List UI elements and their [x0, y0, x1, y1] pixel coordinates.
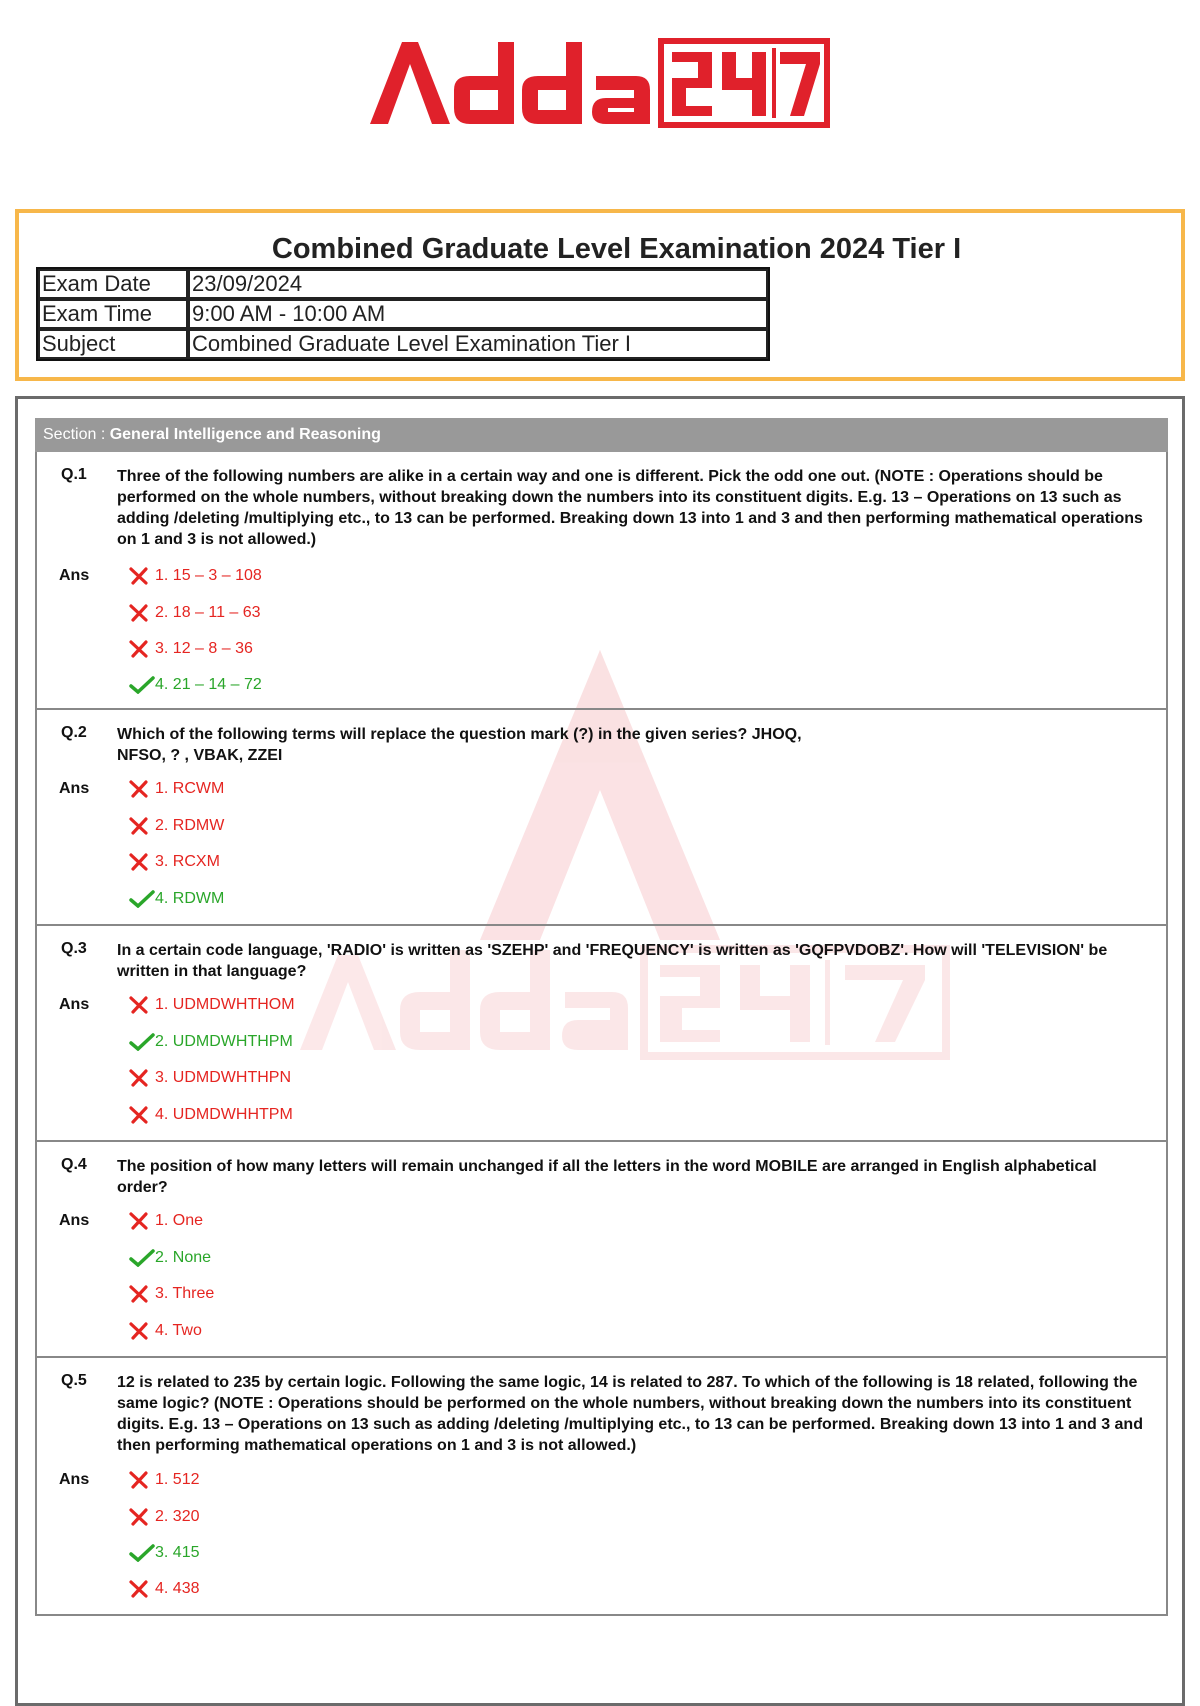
option-item	[129, 1247, 211, 1269]
cross-icon	[129, 1283, 155, 1305]
cross-icon	[129, 851, 155, 873]
option-item	[129, 1067, 291, 1089]
question-text: The position of how many letters will remain unchanged if all the letters in the word MOBILE are arranged in English alphabetical order?	[117, 1158, 1097, 1196]
question-block	[35, 452, 1168, 710]
answer-label: Ans	[59, 996, 90, 1013]
question-text: In a certain code language, 'RADIO' is written as 'SZEHP' and 'FREQUENCY' is written as 'GQFPVDOBZ'. How will 'TELEVISION' be written in that language?	[117, 942, 1108, 980]
question-number: Q.1	[61, 466, 87, 483]
section-prefix: Section :	[43, 426, 110, 443]
section-name: General Intelligence and Reasoning	[109, 426, 381, 443]
option-item	[129, 1469, 199, 1491]
option-label: 2. 320	[155, 1508, 200, 1526]
option-item	[129, 1542, 199, 1564]
exam-date-label: Exam Date	[38, 269, 188, 299]
option-item	[129, 565, 262, 587]
option-label: 4. 438	[155, 1580, 200, 1598]
option-label: 4. RDWM	[155, 890, 225, 908]
exam-date-row	[38, 269, 768, 299]
option-label: 2. None	[155, 1249, 212, 1267]
exam-time-value: 9:00 AM - 10:00 AM	[188, 299, 768, 329]
cross-icon	[129, 1067, 155, 1089]
option-item	[129, 815, 224, 837]
option-label: 3. UDMDWHTHPN	[155, 1069, 291, 1087]
option-label: 1. UDMDWHTHOM	[155, 996, 295, 1014]
answer-label: Ans	[59, 780, 90, 797]
cross-icon	[129, 994, 155, 1016]
question-block	[35, 710, 1168, 926]
option-label: 3. 12 – 8 – 36	[155, 640, 253, 658]
option-label: 4. UDMDWHHTPM	[155, 1106, 293, 1124]
logo-graphic	[360, 28, 840, 138]
answer-label: Ans	[59, 567, 90, 584]
exam-time-label: Exam Time	[38, 299, 188, 329]
cross-icon	[129, 815, 155, 837]
cross-icon	[129, 1104, 155, 1126]
option-item	[129, 851, 220, 873]
cross-icon	[129, 1506, 155, 1528]
exam-time-row	[38, 299, 768, 329]
option-item	[129, 778, 224, 800]
question-block	[35, 1142, 1168, 1358]
check-icon	[129, 1542, 155, 1564]
question-number: Q.5	[61, 1372, 87, 1389]
subject-label: Subject	[38, 329, 188, 359]
answer-label: Ans	[59, 1471, 90, 1488]
answer-label: Ans	[59, 1212, 90, 1229]
option-item	[129, 638, 253, 660]
question-number: Q.2	[61, 724, 87, 741]
question-number: Q.3	[61, 940, 87, 957]
option-label: 1. One	[155, 1212, 204, 1230]
question-text: 12 is related to 235 by certain logic. Following the same logic, 14 is related to 287. To which of the following is 18 related, following the same logic? (NOTE : Operations should be performed on the whole numbers, without breaking down the numbers into its constituent digits. E.g. 13 – Operations on 13 such as adding /deleting /multiplying etc., to 13 can be performed. Breaking down 13 into 1 and 3 and then performing mathematical operations on 1 and 3 is not allowed.)	[117, 1374, 1143, 1454]
check-icon	[129, 888, 155, 910]
check-icon	[129, 1247, 155, 1269]
exam-info-table	[36, 267, 770, 361]
option-label: 1. 15 – 3 – 108	[155, 567, 262, 585]
question-number: Q.4	[61, 1156, 87, 1173]
cross-icon	[129, 1210, 155, 1232]
option-item	[129, 1104, 293, 1126]
option-item	[129, 1578, 199, 1600]
option-label: 3. Three	[155, 1285, 215, 1303]
question-block	[35, 1358, 1168, 1616]
option-item	[129, 1506, 199, 1528]
exam-title: Combined Graduate Level Examination 2024 Tier I	[271, 233, 962, 265]
question-block	[35, 926, 1168, 1142]
cross-icon	[129, 1469, 155, 1491]
option-item	[129, 1283, 214, 1305]
option-item	[129, 1031, 293, 1053]
option-label: 2. RDMW	[155, 817, 225, 835]
option-label: 2. UDMDWHTHPM	[155, 1033, 293, 1051]
cross-icon	[129, 638, 155, 660]
option-item	[129, 602, 261, 624]
check-icon	[129, 1031, 155, 1053]
cross-icon	[129, 1320, 155, 1342]
option-item	[129, 674, 262, 696]
question-text: Three of the following numbers are alike in a certain way and one is different. Pick the odd one out. (NOTE : Operations should be performed on the whole numbers, without breaking down the numbers into its constituent digits. E.g. 13 – Operations on 13 such as adding /deleting /multiplying etc., to 13 can be performed. Breaking down 13 into 1 and 3 and then performing mathematical operations on 1 and 3 is not allowed.)	[117, 468, 1143, 548]
option-label: 1. RCWM	[155, 780, 225, 798]
check-icon	[129, 674, 155, 696]
option-label: 4. 21 – 14 – 72	[155, 676, 262, 694]
exam-header-box	[15, 209, 1185, 381]
cross-icon	[129, 602, 155, 624]
question-paper-box	[15, 396, 1185, 1706]
option-label: 3. RCXM	[155, 853, 220, 871]
option-label: 2. 18 – 11 – 63	[155, 604, 261, 622]
option-item	[129, 888, 224, 910]
cross-icon	[129, 778, 155, 800]
option-item	[129, 1320, 202, 1342]
option-label: 3. 415	[155, 1544, 200, 1562]
subject-value: Combined Graduate Level Examination Tier I	[188, 329, 768, 359]
question-text: Which of the following terms will replace the question mark (?) in the given series? JHOQ, NFSO, ? , VBAK, ZZEI	[117, 726, 802, 764]
cross-icon	[129, 565, 155, 587]
cross-icon	[129, 1578, 155, 1600]
subject-row	[38, 329, 768, 359]
option-label: 1. 512	[155, 1471, 200, 1489]
option-item	[129, 1210, 203, 1232]
section-header	[35, 418, 1168, 452]
adda247-logo	[0, 28, 1200, 143]
exam-date-value: 23/09/2024	[188, 269, 768, 299]
option-label: 4. Two	[155, 1322, 202, 1340]
option-item	[129, 994, 295, 1016]
